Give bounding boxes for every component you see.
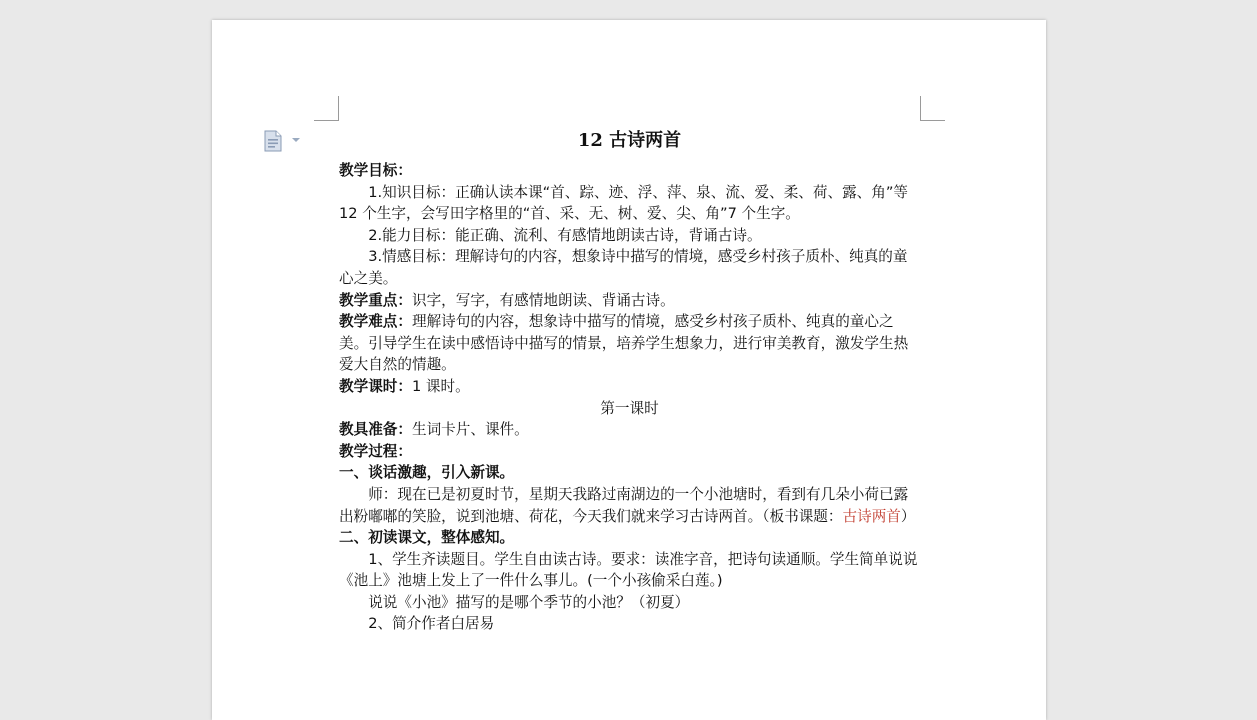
page-title: 12 古诗两首 [577,130,682,151]
crop-mark-top-right [920,96,945,121]
goal-ability: 2.能力目标：能正确、流利、有感情地朗读古诗，背诵古诗。 [368,226,762,244]
section2-heading: 二、初读课文，整体感知。 [339,529,515,547]
materials-label: 教具准备： [339,421,412,439]
section1-heading: 一、谈话激趣，引入新课。 [339,464,515,482]
board-title: 古诗两首 [842,507,901,525]
paste-options-button[interactable] [262,130,302,152]
session-heading: 第一课时 [600,399,659,417]
key-points-text: 识字，写字，有感情地朗读、背诵古诗。 [411,291,675,309]
section1-text: 师：现在已是初夏时节，星期天我路过南湖边的一个小池塘时，看到有几朵小荷已露出粉嘟嘟的笑脸，说到池塘、荷花，今天我们就来学习古诗两首。（板书课题：古诗两首） [339,485,916,525]
goal-knowledge: 1.知识目标：正确认读本课“首、踪、迹、浮、萍、泉、流、爱、柔、荷、露、角”等 12 个生字，会写田字格里的“首、采、无、树、爱、尖、角”7 个生字。 [339,183,909,223]
process-heading: 教学过程： [339,442,412,460]
crop-mark-top-left [314,96,339,121]
goals-heading: 教学目标： [339,162,412,179]
teaching-hours [339,376,920,398]
key-points [339,290,920,312]
key-points-label: 教学重点： [339,291,412,309]
document-page [212,20,1046,720]
goal-emotion: 3.情感目标：理解诗句的内容，想象诗中描写的情境，感受乡村孩子质朴、纯真的童心之美。 [339,248,908,287]
hours-text: 1 课时。 [411,377,470,395]
hours-label: 教学课时： [339,377,412,395]
difficulties-label: 教学难点： [339,313,412,331]
materials [339,419,920,441]
difficulties [339,311,920,376]
section2-item1: 1、学生齐读题目。学生自由读古诗。要求：读准字音，把诗句读通顺。学生简单说说《池上》池塘上发上了一件什么事儿。(一个小孩偷采白莲。) [339,550,918,590]
section2-question: 说说《小池》描写的是哪个季节的小池？（初夏） [368,593,690,611]
materials-text: 生词卡片、课件。 [411,421,529,439]
difficulties-text: 理解诗句的内容，想象诗中描写的情境，感受乡村孩子质朴、纯真的童心之美。引导学生在读中感悟诗中描写的情景，培养学生想象力，进行审美教育，激发学生热爱大自然的情趣。 [339,313,909,374]
document-icon [262,130,284,152]
document-body [339,128,920,635]
chevron-down-icon [292,138,300,142]
section2-item2: 2、简介作者白居易 [368,615,495,633]
